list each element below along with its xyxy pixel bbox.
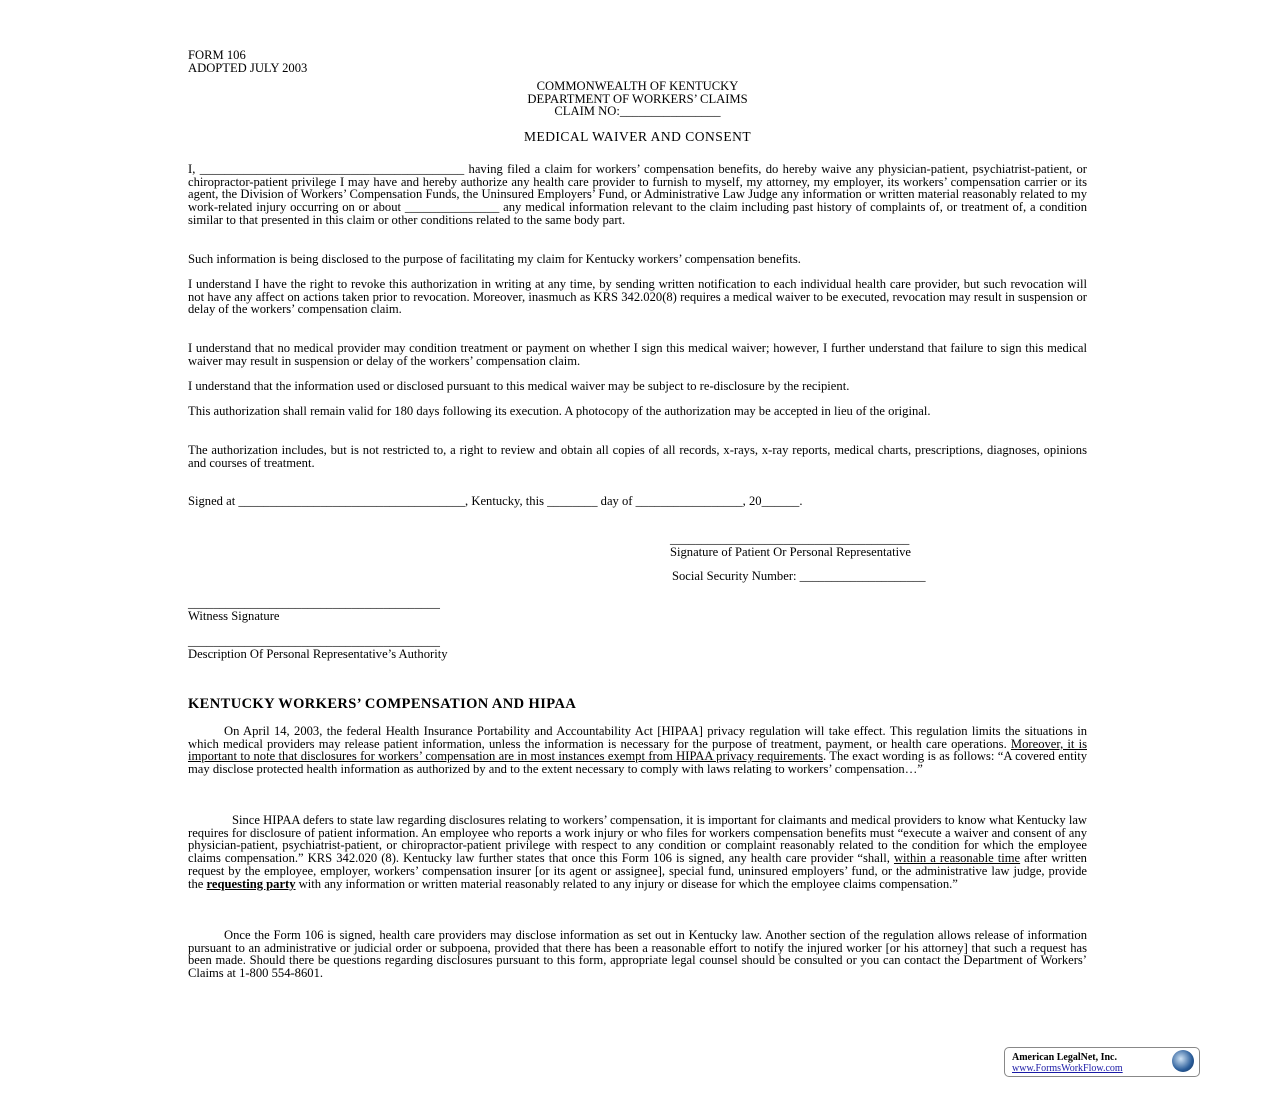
hipaa-p1-text-end: . The exact wording is as follows: “A covered entity may disclose protected health information as authorized by and to the extent necessary to comply with laws relating to workers’ compensation…” bbox=[188, 749, 1087, 777]
ssn-field[interactable]: Social Security Number: ____________________ bbox=[672, 569, 926, 584]
witness-signature-label: Witness Signature bbox=[188, 608, 280, 623]
witness-signature-field[interactable]: ________________________________________ bbox=[188, 596, 440, 610]
hipaa-p2-text-mid: after written request by the employee, employer, workers’ compensation insurer [or its agent or assignee], special fund, uninsured employers’ fund, or the administrative law judge, provide the bbox=[188, 851, 1087, 891]
agency-header bbox=[188, 80, 1087, 118]
hipaa-p1-text: On April 14, 2003, the federal Health Insurance Portability and Accountability Act [HIPAA] privacy regulation will take effect. This regulation limits the situations in which medical providers may release patient information, unless the information is necessary for the purpose of treatment, payment, or health care operations. bbox=[188, 724, 1087, 751]
form-title: MEDICAL WAIVER AND CONSENT bbox=[523, 129, 752, 144]
validity-paragraph: This authorization shall remain valid for 180 days following its execution. A photocopy of the authorization may be accepted in lieu of the original. bbox=[188, 404, 931, 418]
hipaa-exemption-note: Moreover, it is important to note that disclosures for workers’ compensation are in most instances exempt from HIPAA privacy requirements bbox=[188, 736, 1087, 764]
scope-paragraph: The authorization includes, but is not restricted to, a right to review and obtain all copies of all records, x-rays, x-ray reports, medical charts, prescriptions, diagnoses, opinions and courses of treatment. bbox=[188, 443, 1087, 470]
authority-field[interactable]: ________________________________________ bbox=[188, 634, 440, 648]
patient-signature-block bbox=[670, 533, 926, 583]
signed-at-line[interactable]: Signed at ____________________________________, Kentucky, this ________ day of _________________, 20______. bbox=[188, 494, 803, 508]
purpose-paragraph: Such information is being disclosed to the purpose of facilitating my claim for Kentucky workers’ compensation benefits. bbox=[188, 252, 801, 266]
company-url-link[interactable]: www.FormsWorkFlow.com bbox=[1012, 1063, 1123, 1074]
requesting-party-note: requesting party bbox=[206, 876, 296, 891]
agency-line1: COMMONWEALTH OF KENTUCKY bbox=[536, 79, 739, 93]
legalnet-logo bbox=[1004, 1047, 1200, 1077]
waiver-paragraph: I, __________________________________________ having filed a claim for workers’ compensation benefits, do hereby waive any physician-patient, psychiatrist-patient, or chiropractor-patient privilege I may have and hereby authorize any health care provider to furnish to myself, my attorney, my employer, its workers’ compensation carrier or its agent, the Division of Workers’ Compensation Funds, the Uninsured Employers’ Fund, or Administrative Law Judge any information or written material reasonably related to my work-related injury occurring on or about _______________ any medical information relevant to the claim including past history of complaints of, or treatment of, a condition similar to that presented in this claim or other conditions related to the same body part. bbox=[188, 162, 1087, 227]
claim-number: CLAIM NO:________________ bbox=[554, 104, 721, 119]
hipaa-heading: KENTUCKY WORKERS’ COMPENSATION AND HIPAA bbox=[188, 696, 577, 712]
witness-block bbox=[188, 597, 1087, 622]
authority-block bbox=[188, 635, 1087, 660]
adopted-date: ADOPTED JULY 2003 bbox=[188, 60, 308, 75]
hipaa-paragraph-3: Once the Form 106 is signed, health care providers may disclose information as set out in Kentucky law. Another section of the regulation allows release of information pursuant to an administrative or judicial order or subpoena, provided that there has been a reasonable effort to notify the injured worker [or his attorney] that such a request has been made. Should there be questions regarding disclosures pursuant to this form, appropriate legal counsel should be consulted or you can contact the Department of Workers’ Claims at 1-800 554-8601. bbox=[188, 928, 1087, 981]
redisclosure-paragraph: I understand that the information used or disclosed pursuant to this medical waiver may be subject to re-disclosure by the recipient. bbox=[188, 379, 850, 393]
authority-label: Description Of Personal Representative’s Authority bbox=[188, 646, 448, 661]
hipaa-paragraph-2 bbox=[188, 814, 1087, 890]
form-info bbox=[188, 49, 1087, 74]
patient-signature-field[interactable]: ______________________________________ bbox=[670, 532, 910, 546]
globe-icon bbox=[1172, 1050, 1194, 1072]
agency-line2: DEPARTMENT OF WORKERS’ CLAIMS bbox=[527, 91, 748, 106]
hipaa-p2-text-end: with any information or written material reasonably related to any injury or disease for which the employee claims compensation.” bbox=[295, 876, 958, 891]
hipaa-p2-text: Since HIPAA defers to state law regarding disclosures relating to workers’ compensation, it is important for claimants and medical providers to know what Kentucky law requires for disclosure of patient information. An employee who reports a work injury or who files for workers compensation benefits must “execute a waiver and consent of any physician-patient, psychiatrist-patient, or chiropractor-patient privilege with respect to any condition or complaint reasonably related to the condition for which the employee claims compensation.” KRS 342.020 (8). Kentucky law further states that once this Form 106 is signed, any health care provider “shall, bbox=[188, 813, 1087, 866]
reasonable-time-note: within a reasonable time bbox=[893, 851, 1021, 866]
patient-signature-label: Signature of Patient Or Personal Representative bbox=[670, 544, 911, 559]
revocation-paragraph: I understand I have the right to revoke this authorization in writing at any time, by sending written notification to each individual health care provider, but such revocation will not have any affect on actions taken prior to revocation. Moreover, inasmuch as KRS 342.020(8) requires a medical waiver to be executed, revocation may result in suspension or delay of the workers’ compensation claim. bbox=[188, 277, 1087, 317]
company-name: American LegalNet, Inc. bbox=[1012, 1052, 1117, 1063]
form-number: FORM 106 bbox=[188, 48, 246, 62]
no-condition-paragraph: I understand that no medical provider may condition treatment or payment on whether I sign this medical waiver; however, I further understand that failure to sign this medical waiver may result in suspension or delay of the workers’ compensation claim. bbox=[188, 341, 1087, 368]
hipaa-paragraph-1 bbox=[188, 725, 1087, 776]
